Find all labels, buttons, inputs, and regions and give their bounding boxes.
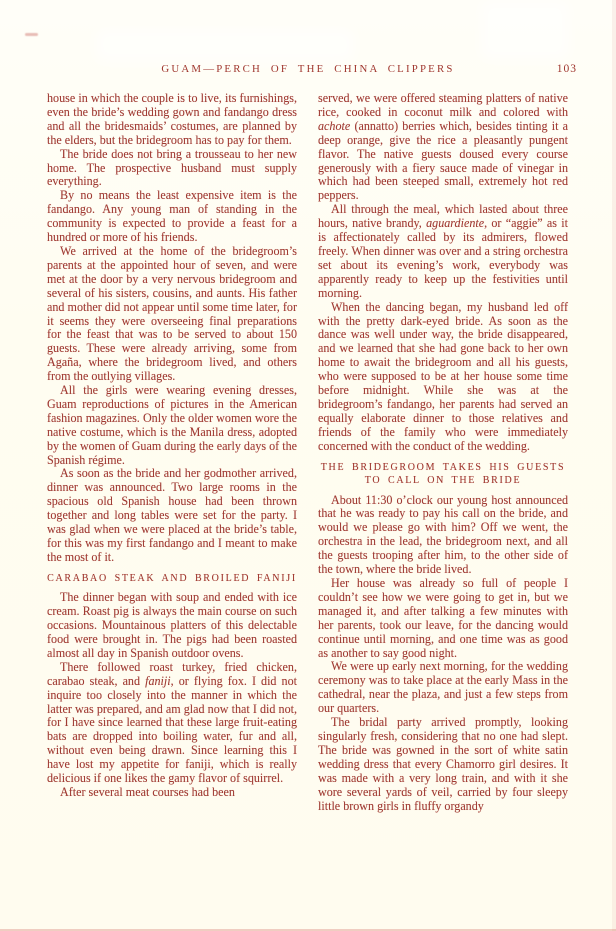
section-heading: CARABAO STEAK AND BROILED FANIJI (47, 572, 297, 584)
paragraph: There followed roast turkey, fried chicken, carabao steak, and faniji, or flying fox. I did not inquire too closely into the manner in which the latter was prepared, and am glad now that I did not, for I have since learned that these large fruit-eating bats are dropped into boiling water, fur and all, without even being drawn. Since learning this I have lost my appetite for faniji, which is really delicious if one likes the gamy flavor of squirrel. (47, 659, 297, 786)
scan-light-patch (95, 28, 355, 62)
paragraph: We arrived at the home of the bridegroom’s parents at the appointed hour of seven, and were met at the door by a very nervous bridegroom and several of his sisters, cousins, and aunts. His father and mother did not appear until some time later, for it seems they were overseeing final preparations for the feast that was to be served to about 150 guests. These were already arriving, some from Agaña, where the bridegroom lived, and others from the outlying villages. (47, 243, 297, 384)
paragraph: house in which the couple is to live, its furnishings, even the bride’s wedding gown and fandango dress and all the bridesmaids’ costumes, are planned by the elders, but the bridegroom has to pay for them. (47, 91, 297, 147)
paragraph: About 11:30 o’clock our young host announced that he was ready to pay his call on the bride, and would we please go with him? Off we went, the orchestra in the lead, the bridegroom next, and all the guests trooping after him, to the other side of the town, where the bride lived. (318, 492, 568, 577)
scan-edge-tint (612, 0, 616, 931)
paragraph: The dinner began with soup and ended with ice cream. Roast pig is always the main course on such occasions. Mountainous platters of this delectable food were brought in. The pigs had been roasted almost all day in Spanish outdoor ovens. (47, 590, 297, 660)
paragraph: When the dancing began, my husband led off with the pretty dark-eyed bride. As soon as the dance was well under way, the bride disappeared, and we learned that she had gone back to her own home to await the bridegroom and all his guests, who were supposed to be at her house some time before midnight. While she was at the bridegroom’s fandango, her parents had served an equally elaborate dinner to those relatives and friends of the family who were immediately concerned with the conduct of the wedding. (318, 299, 568, 453)
paragraph: As soon as the bride and her godmother arrived, dinner was announced. Two large rooms in the spacious old Spanish house had been thrown together and long tables were set for the party. I was glad when we were placed at the bride’s table, for this was my first fandango and I meant to make the most of it. (47, 466, 297, 564)
paragraph: The bride does not bring a trousseau to her new home. The prospective husband must supply everything. (47, 146, 297, 189)
paragraph: We were up early next morning, for the wedding ceremony was to take place at the early Mass in the cathedral, near the plaza, and just a few steps from our quarters. (318, 659, 568, 716)
left-column (47, 92, 297, 813)
paragraph: served, we were offered steaming platters of native rice, cooked in coconut milk and colored with achote (annatto) berries which, besides tinting it a deep orange, give the rice a pleasantly pungent flavor. The native guests doused every course generously with a fiery sauce made of vinegar in which had been steeped small, extremely hot red peppers. (318, 91, 568, 203)
scan-ink-smudge (25, 33, 38, 36)
paragraph: Her house was already so full of people I couldn’t see how we were going to get in, but we managed it, and after talking a few minutes with her parents, took our leave, for the dancing would continue until morning, and one time was as good as another to say good night. (318, 576, 568, 660)
right-column (318, 92, 568, 813)
paragraph: All through the meal, which lasted about three hours, native brandy, aguardiente, or “aggie” as it is affectionately called by its admirers, flowed freely. When dinner was over and a string orchestra set about its evening’s work, everybody was apparently ready to keep up the festivities until morning. (318, 202, 568, 300)
paragraph: All the girls were wearing evening dresses, Guam reproductions of pictures in the American fashion magazines. Only the older women wore the native costume, which is the Manila dress, adopted by the women of Guam during the early days of the Spanish régime. (47, 383, 297, 467)
paragraph: After several meat courses had been (60, 785, 235, 799)
running-head-title: GUAM—PERCH OF THE CHINA CLIPPERS (161, 63, 455, 75)
paragraph: By no means the least expensive item is the fandango. Any young man of standing in the community is expected to provide a feast for a hundred or more of his friends. (47, 188, 297, 245)
section-heading: THE BRIDEGROOM TAKES HIS GUESTS TO CALL ON THE BRIDE (320, 461, 566, 487)
text-columns (47, 92, 568, 813)
scan-light-patch (480, 0, 570, 60)
paragraph: The bridal party arrived promptly, looking singularly fresh, considering that no one had slept. The bride was gowned in the sort of white satin wedding dress that every Chamorro girl desires. It was made with a very long train, and with it she wore several yards of veil, carried by four sleepy little brown girls in fluffy organdy (318, 715, 568, 813)
page-number: 103 (556, 63, 577, 75)
